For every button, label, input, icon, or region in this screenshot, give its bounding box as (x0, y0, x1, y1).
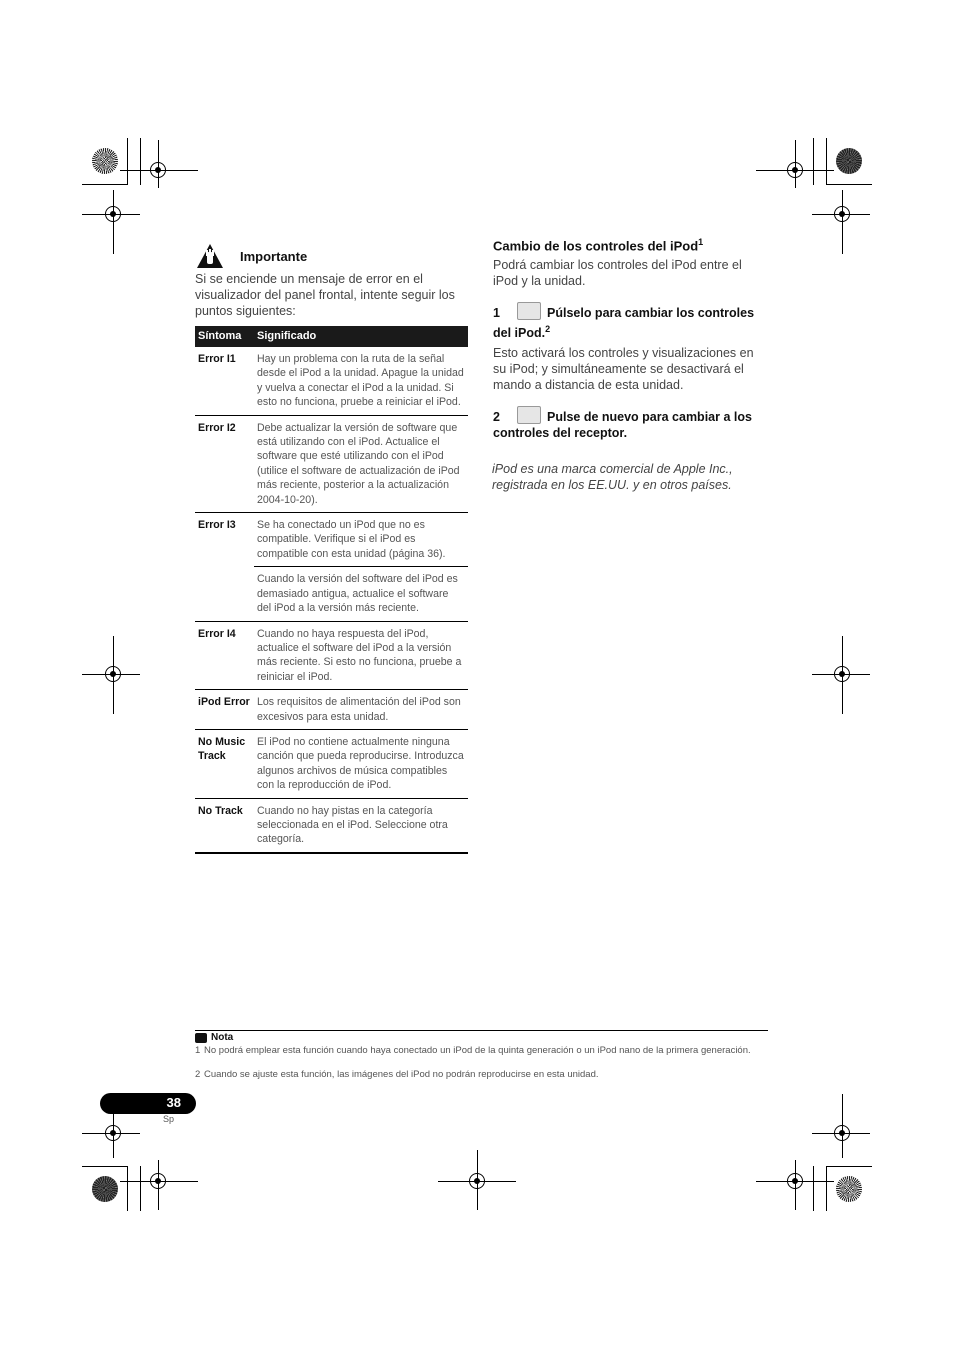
symptom-cell: Error I3 (195, 513, 254, 621)
step-number: 1 (493, 306, 500, 320)
header-meaning: Significado (254, 326, 468, 347)
footnote-number: 2 (195, 1069, 201, 1080)
ipod-control-button-icon (517, 406, 541, 424)
ipod-control-button-icon (517, 302, 541, 320)
step-text: Pulse de nuevo para cambiar a los controles del receptor. (493, 410, 752, 440)
error-table (195, 326, 468, 854)
step-2 (493, 406, 768, 441)
page-number: 38 (166, 1095, 181, 1110)
table-row (195, 415, 468, 512)
table-row (195, 513, 468, 567)
table-header-row (195, 326, 468, 347)
footnote-ref: 2 (545, 324, 551, 334)
symptom-cell: Error I1 (195, 347, 254, 415)
section-title (493, 237, 703, 253)
step-number: 2 (493, 410, 500, 424)
symptom-cell: Error I4 (195, 621, 254, 690)
symptom-cell: Error I2 (195, 415, 254, 512)
footnote-ref: 1 (698, 237, 704, 247)
symptom-cell: No Music Track (195, 729, 254, 798)
footnote-number: 1 (195, 1045, 201, 1056)
registration-sun-icon (92, 148, 118, 174)
important-title: Importante (240, 249, 308, 264)
header-symptom: Síntoma (195, 326, 254, 347)
footnote-text: Cuando se ajuste esta función, las imágenes del iPod no podrán reproducirse en esta unidad. (204, 1069, 599, 1080)
step-1-body: Esto activará los controles y visualizaciones en su iPod; y simultáneamente se desactivará el mando a distancia de esta unidad. (493, 346, 754, 392)
footnote (195, 1069, 755, 1081)
meaning-cell: Cuando la versión del software del iPod es demasiado antigua, actualice el software del iPod a la versión más reciente. (254, 567, 468, 621)
meaning-cell: El iPod no contiene actualmente ninguna canción que pueda reproducirse. Introduzca algunos archivos de música compatibles con la reproducción de iPod. (254, 729, 468, 798)
table-row (195, 347, 468, 415)
step-1 (493, 302, 768, 341)
note-pencil-icon (195, 1033, 207, 1043)
section-intro: Podrá cambiar los controles del iPod entre el iPod y la unidad. (493, 258, 742, 288)
page-number-badge (100, 1093, 196, 1114)
table-row (195, 729, 468, 798)
footnote (195, 1045, 755, 1057)
meaning-cell: Cuando no haya respuesta del iPod, actualice el software del iPod a la versión más reciente. Si esto no funciona, pruebe a reiniciar el iPod. (254, 621, 468, 690)
symptom-cell: iPod Error (195, 690, 254, 730)
trademark-note: iPod es una marca comercial de Apple Inc., registrada en los EE.UU. y en otros países. (492, 462, 733, 492)
section-title-text: Cambio de los controles del iPod (493, 238, 699, 254)
note-divider (195, 1030, 768, 1031)
symptom-cell: No Track (195, 798, 254, 853)
important-intro: Si se enciende un mensaje de error en el visualizador del panel frontal, intente seguir los puntos siguientes: (195, 272, 455, 318)
warning-hand-icon (196, 243, 238, 269)
footnote-text: No podrá emplear esta función cuando haya conectado un iPod de la quinta generación o un iPod nano de la primera generación. (204, 1045, 751, 1056)
step-text: Púlselo para cambiar los controles del iPod. (493, 306, 755, 341)
page-language: Sp (163, 1114, 175, 1124)
meaning-cell: Cuando no hay pistas en la categoría seleccionada en el iPod. Seleccione otra categoría. (254, 798, 468, 853)
note-label: Nota (211, 1032, 234, 1043)
meaning-cell: Hay un problema con la ruta de la señal desde el iPod a la unidad. Apague la unidad y vuelva a conectar el iPod a la unidad. Si esto no funciona, pruebe a reiniciar el iPod. (254, 347, 468, 415)
meaning-cell: Se ha conectado un iPod que no es compatible. Verifique si el iPod es compatible con esta unidad (página 36). (257, 519, 446, 560)
meaning-cell: Debe actualizar la versión de software que está utilizando con el iPod. Actualice el software que esté utilizando con el iPod (utilice el software de actualización de iPod más reciente, posterior a la actualización 2004-10-20). (254, 415, 468, 512)
registration-sun-icon (92, 1176, 118, 1202)
table-row (195, 690, 468, 730)
table-row (195, 621, 468, 690)
registration-sun-icon (836, 1176, 862, 1202)
meaning-cell: Los requisitos de alimentación del iPod son excesivos para esta unidad. (254, 690, 468, 730)
registration-sun-icon (836, 148, 862, 174)
table-row (195, 798, 468, 853)
